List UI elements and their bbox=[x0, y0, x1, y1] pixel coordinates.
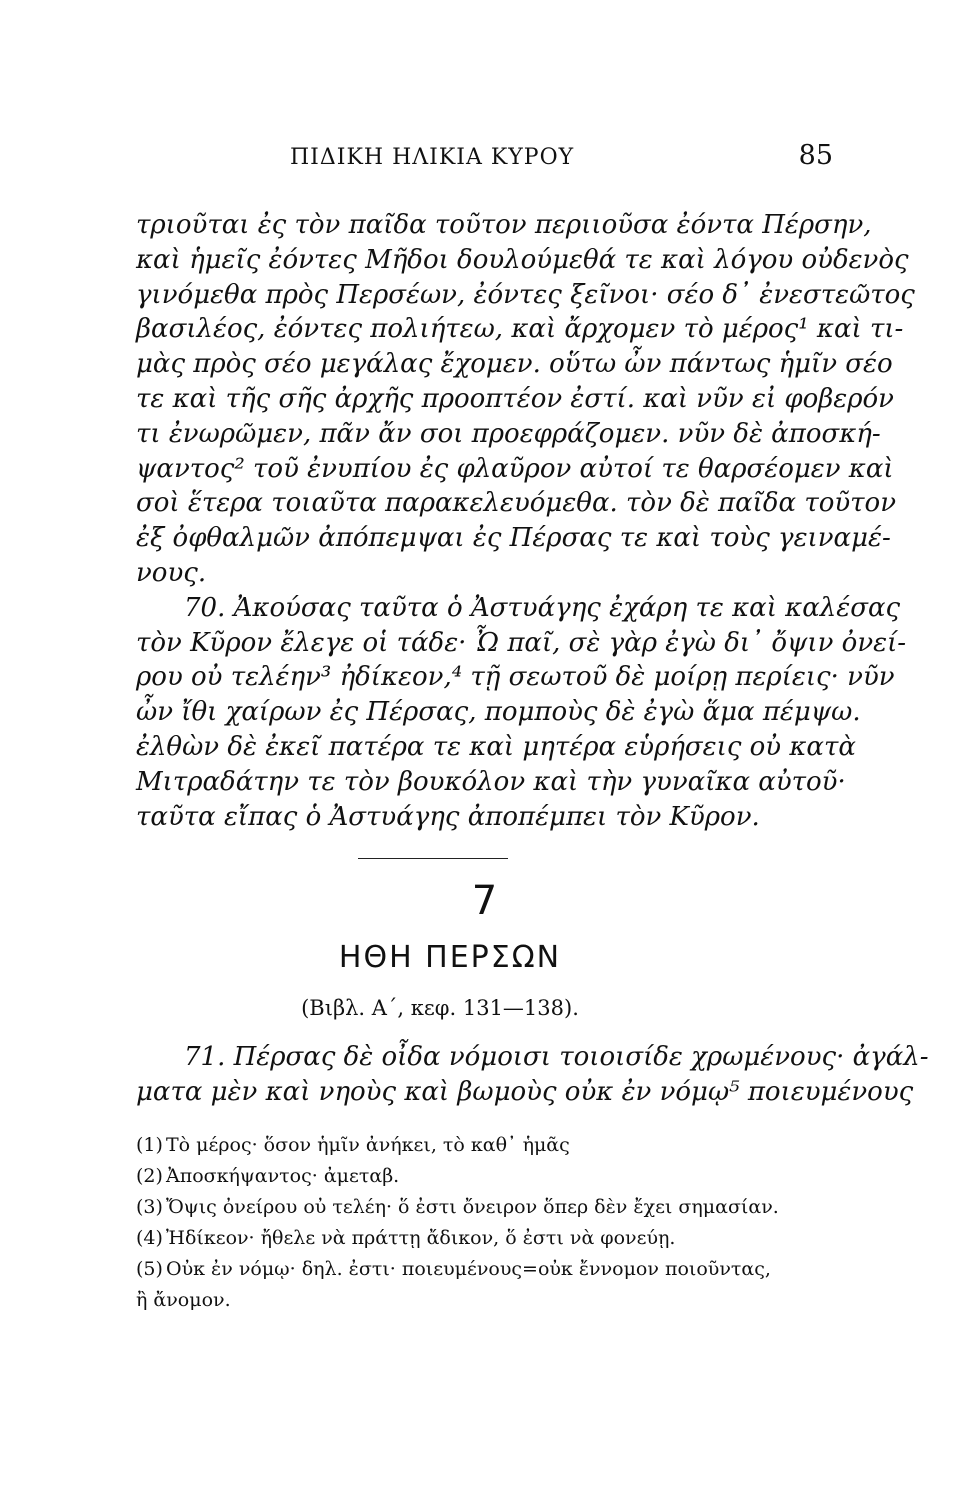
footnote-text: ἢ ἄνομον. bbox=[136, 1289, 231, 1311]
footnotes bbox=[136, 1130, 836, 1316]
footnote-text: Ἀποσκήψαντος· ἀμεταβ. bbox=[166, 1165, 400, 1187]
footnote-number: (2) bbox=[136, 1165, 163, 1187]
section-title: ΗΘΗ ΠΕΡΣΩΝ bbox=[338, 940, 562, 975]
text-line: τὸν Κῦρον ἔλεγε οἱ τάδε· Ὦ παῖ, σὲ γὰρ ἐγὼ δι᾿ ὄψιν ὀνεί- bbox=[136, 627, 907, 658]
text-line: ἐλθὼν δὲ ἐκεῖ πατέρα τε καὶ μητέρα εὑρήσεις οὐ κατὰ bbox=[136, 731, 856, 762]
footnote-continuation bbox=[136, 1285, 836, 1316]
section-source: (Βιβλ. Α΄, κεφ. 131—138). bbox=[301, 996, 579, 1020]
footnote bbox=[136, 1223, 836, 1254]
text-line: ἐξ ὀφθαλμῶν ἀπόπεμψαι ἐς Πέρσας τε καὶ τοὺς γειναμέ- bbox=[136, 523, 891, 554]
text-line: ματα μὲν καὶ νηοὺς καὶ βωμοὺς οὐκ ἐν νόμῳ⁵ ποιευμένους bbox=[136, 1077, 914, 1107]
text-line: τε καὶ τῆς σῆς ἀρχῆς προοπτέον ἐστί. καὶ νῦν εἰ φοβερόν bbox=[136, 383, 894, 414]
page-number: 85 bbox=[798, 140, 833, 171]
text-line: ὦν ἴθι χαίρων ἐς Πέρσας, πομποὺς δὲ ἐγὼ ἅμα πέμψω. bbox=[136, 697, 861, 728]
text-line: Μιτραδάτην τε τὸν βουκόλον καὶ τὴν γυναῖκα αὐτοῦ· bbox=[136, 766, 846, 797]
text-line: τριοῦται ἐς τὸν παῖδα τοῦτον περιιοῦσα ἐόντα Πέρσην, bbox=[136, 210, 872, 240]
text-line: νους. bbox=[136, 557, 207, 588]
text-line: καὶ ἡμεῖς ἐόντες Μῆδοι δουλούμεθά τε καὶ λόγου οὐδενὸς bbox=[136, 244, 909, 275]
text-line: 70. Ἀκούσας ταῦτα ὁ Ἀστυάγης ἐχάρη τε καὶ καλέσας bbox=[184, 592, 901, 623]
footnote-number: (4) bbox=[136, 1227, 163, 1249]
footnote bbox=[136, 1161, 836, 1192]
passage-69-text bbox=[136, 208, 915, 834]
running-title: ΠΙΔΙΚΗ ΗΛΙΚΙΑ ΚΥΡΟΥ bbox=[290, 145, 575, 170]
footnote-text: Τὸ μέρος· ὅσον ἡμῖν ἀνήκει, τὸ καθ᾿ ἡμᾶς bbox=[166, 1134, 570, 1156]
text-line: σοὶ ἕτερα τοιαῦτα παρακελευόμεθα. τὸν δὲ παῖδα τοῦτον bbox=[136, 488, 897, 519]
footnote-number: (1) bbox=[136, 1134, 163, 1156]
section-number: 7 bbox=[471, 878, 498, 924]
footnote bbox=[136, 1192, 836, 1223]
text-line: ταῦτα εἴπας ὁ Ἀστυάγης ἀποπέμπει τὸν Κῦρον. bbox=[136, 801, 760, 832]
text-line: ψαντος² τοῦ ἐνυπίου ἐς φλαῦρον αὐτοί τε θαρσέομεν καὶ bbox=[136, 453, 894, 484]
text-line: μὰς πρὸς σέο μεγάλας ἔχομεν. οὕτω ὦν πάντως ἡμῖν σέο bbox=[136, 349, 893, 380]
footnote bbox=[136, 1130, 836, 1161]
footnote-text: Ἠδίκεον· ἤθελε νὰ πράττῃ ἄδικον, ὅ ἐστι νὰ φονεύῃ. bbox=[166, 1227, 676, 1249]
text-line: ρου οὐ τελέην³ ἠδίκεον,⁴ τῇ σεωτοῦ δὲ μοίρῃ περίεις· νῦν bbox=[136, 662, 895, 693]
section-divider bbox=[358, 858, 508, 859]
passage-71-text bbox=[136, 1040, 929, 1110]
text-line: τι ἐνωρῶμεν, πᾶν ἄν σοι προεφράζομεν. νῦν δὲ ἀποσκή- bbox=[136, 418, 881, 449]
footnote bbox=[136, 1254, 836, 1285]
text-line: γινόμεθα πρὸς Περσέων, ἐόντες ξεῖνοι· σέο δ᾿ ἐνεστεῶτος bbox=[136, 279, 915, 310]
text-line: 71. Πέρσας δὲ οἶδα νόμοισι τοιοισίδε χρωμένους· ἀγάλ- bbox=[184, 1042, 929, 1072]
footnote-text: Ὄψις ὀνείρου οὐ τελέη· ὅ ἐστι ὄνειρον ὅπερ δὲν ἔχει σημασίαν. bbox=[166, 1196, 779, 1218]
footnote-text: Οὐκ ἐν νόμῳ· δηλ. ἐστι· ποιευμένους=οὐκ ἔννομον ποιοῦντας, bbox=[166, 1258, 771, 1280]
text-line: βασιλέος, ἐόντες πολιήτεω, καὶ ἄρχομεν τὸ μέρος¹ καὶ τι- bbox=[136, 314, 904, 345]
footnote-number: (3) bbox=[136, 1196, 163, 1218]
footnote-number: (5) bbox=[136, 1258, 163, 1280]
